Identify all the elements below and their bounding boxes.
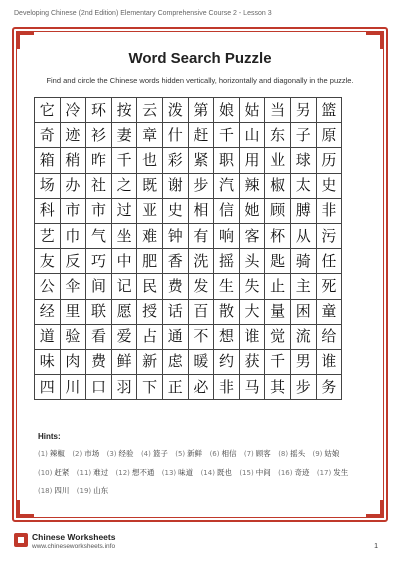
grid-cell[interactable]: 获 [239, 349, 265, 374]
grid-cell[interactable]: 散 [214, 299, 240, 324]
grid-cell[interactable]: 步 [290, 375, 316, 400]
grid-cell[interactable]: 另 [290, 98, 316, 123]
grid-cell[interactable]: 公 [35, 274, 61, 299]
grid-row [35, 375, 342, 400]
grid-cell[interactable]: 冷 [60, 98, 86, 123]
grid-cell[interactable]: 云 [137, 98, 163, 123]
grid-cell[interactable]: 川 [60, 375, 86, 400]
grid-cell[interactable]: 既 [137, 173, 163, 198]
grid-cell[interactable]: 里 [60, 299, 86, 324]
grid-cell[interactable]: 汽 [214, 173, 240, 198]
grid-cell[interactable]: 童 [316, 299, 342, 324]
grid-cell[interactable]: 赶 [188, 123, 214, 148]
grid-cell[interactable]: 钟 [162, 223, 188, 248]
grid-cell[interactable]: 谁 [239, 324, 265, 349]
hint-number: (14) [200, 468, 215, 477]
grid-cell[interactable]: 什 [162, 123, 188, 148]
grid-cell[interactable]: 谢 [162, 173, 188, 198]
grid-cell[interactable]: 顾 [265, 198, 291, 223]
hint-item [77, 468, 108, 477]
hint-number: (10) [38, 468, 53, 477]
hint-number: (12) [115, 468, 130, 477]
footer-url: www.chineseworksheets.info [32, 543, 116, 550]
grid-row [35, 198, 342, 223]
grid-cell[interactable]: 山 [239, 123, 265, 148]
grid-row [35, 324, 342, 349]
grid-cell[interactable]: 中 [111, 249, 137, 274]
hint-number: (4) [140, 450, 151, 458]
grid-cell[interactable]: 史 [316, 173, 342, 198]
instructions-text: Find and circle the Chinese words hidden vertically, horizontally and diagonally in the puzzle. [46, 76, 354, 85]
hint-number: (7) [243, 450, 254, 458]
grid-cell[interactable]: 昨 [86, 148, 112, 173]
grid-cell[interactable]: 爱 [111, 324, 137, 349]
grid-cell[interactable]: 死 [316, 274, 342, 299]
grid-cell[interactable]: 香 [162, 249, 188, 274]
grid-cell[interactable]: 市 [86, 198, 112, 223]
grid-cell[interactable]: 有 [188, 223, 214, 248]
worksheet-source-header: Developing Chinese (2nd Edition) Elementary Comprehensive Course 2 - Lesson 3 [14, 10, 272, 17]
grid-cell[interactable]: 从 [290, 223, 316, 248]
hint-item [278, 449, 305, 458]
grid-cell[interactable]: 妻 [111, 123, 137, 148]
grid-cell[interactable]: 响 [214, 223, 240, 248]
grid-cell[interactable]: 稍 [60, 148, 86, 173]
hint-number: (18) [38, 487, 53, 495]
grid-cell[interactable]: 非 [214, 375, 240, 400]
grid-cell[interactable]: 东 [265, 123, 291, 148]
grid-row [35, 299, 342, 324]
grid-cell[interactable]: 验 [60, 324, 86, 349]
grid-cell[interactable]: 味 [35, 349, 61, 374]
hint-item [72, 449, 99, 458]
grid-cell[interactable]: 不 [188, 324, 214, 349]
grid-cell[interactable]: 鲜 [111, 349, 137, 374]
grid-cell[interactable]: 头 [239, 249, 265, 274]
hint-word: 难过 [93, 467, 109, 477]
hint-item [38, 486, 69, 495]
grid-cell[interactable]: 口 [86, 375, 112, 400]
hint-word: 经验 [118, 449, 134, 458]
hint-word: 发生 [333, 467, 349, 477]
grid-cell[interactable]: 客 [239, 223, 265, 248]
hint-item [239, 468, 270, 477]
grid-cell[interactable]: 止 [265, 274, 291, 299]
grid-cell[interactable]: 授 [137, 299, 163, 324]
hint-word: 顾客 [255, 449, 271, 458]
grid-cell[interactable]: 务 [316, 375, 342, 400]
grid-cell[interactable]: 紧 [188, 148, 214, 173]
grid-row [35, 349, 342, 374]
grid-cell[interactable]: 辣 [239, 173, 265, 198]
grid-cell[interactable]: 流 [290, 324, 316, 349]
grid-cell[interactable]: 业 [265, 148, 291, 173]
hint-item [162, 468, 193, 477]
hint-word: 相信 [221, 449, 237, 458]
corner-ornament [366, 32, 383, 49]
grid-row [35, 98, 342, 123]
grid-row [35, 274, 342, 299]
grid-row [35, 148, 342, 173]
grid-cell[interactable]: 千 [265, 349, 291, 374]
hint-number: (11) [76, 468, 92, 477]
grid-row [35, 249, 342, 274]
hint-item [317, 468, 348, 477]
hint-number: (17) [316, 468, 332, 477]
hint-word: 四川 [54, 486, 70, 495]
grid-cell[interactable]: 匙 [265, 249, 291, 274]
hint-word: 奇迹 [294, 467, 310, 477]
hint-number: (5) [175, 450, 186, 458]
hint-item [141, 449, 168, 458]
grid-cell[interactable]: 史 [162, 198, 188, 223]
hint-item [77, 486, 108, 495]
grid-cell[interactable]: 暖 [188, 349, 214, 374]
grid-cell[interactable]: 也 [137, 148, 163, 173]
grid-cell[interactable]: 相 [188, 198, 214, 223]
grid-cell[interactable]: 膊 [290, 198, 316, 223]
grid-cell[interactable]: 话 [162, 299, 188, 324]
grid-cell[interactable]: 过 [111, 198, 137, 223]
hint-number: (2) [72, 450, 83, 458]
grid-cell[interactable]: 之 [111, 173, 137, 198]
grid-cell[interactable]: 难 [137, 223, 163, 248]
hint-item [38, 468, 69, 477]
grid-cell[interactable]: 百 [188, 299, 214, 324]
grid-cell[interactable]: 大 [239, 299, 265, 324]
grid-cell[interactable]: 箱 [35, 148, 61, 173]
hint-number: (6) [209, 450, 220, 458]
hints-list [38, 445, 378, 501]
grid-cell[interactable]: 觉 [265, 324, 291, 349]
hint-number: (3) [106, 450, 117, 458]
grid-cell[interactable]: 反 [60, 249, 86, 274]
grid-row [35, 123, 342, 148]
grid-cell[interactable]: 它 [35, 98, 61, 123]
grid-cell[interactable]: 量 [265, 299, 291, 324]
grid-row [35, 223, 342, 248]
page-title: Word Search Puzzle [128, 50, 272, 67]
hint-item [244, 449, 271, 458]
hint-number: (13) [161, 468, 177, 477]
page-number: 1 [374, 543, 378, 550]
hint-number: (15) [239, 468, 254, 477]
grid-cell[interactable]: 奇 [35, 123, 61, 148]
grid-cell[interactable]: 正 [162, 375, 188, 400]
grid-cell[interactable]: 经 [35, 299, 61, 324]
grid-cell[interactable]: 记 [111, 274, 137, 299]
grid-cell[interactable]: 她 [239, 198, 265, 223]
grid-cell[interactable]: 愿 [111, 299, 137, 324]
hint-item [38, 449, 65, 458]
grid-cell[interactable]: 娘 [214, 98, 240, 123]
hint-word: 味道 [178, 467, 194, 477]
hint-word: 篮子 [152, 449, 168, 458]
hint-item [107, 449, 134, 458]
grid-cell[interactable]: 办 [60, 173, 86, 198]
hint-number: (9) [312, 450, 323, 458]
grid-cell[interactable]: 原 [316, 123, 342, 148]
grid-cell[interactable]: 通 [162, 324, 188, 349]
grid-cell[interactable]: 市 [60, 198, 86, 223]
grid-cell[interactable]: 马 [239, 375, 265, 400]
grid-cell[interactable]: 洗 [188, 249, 214, 274]
grid-cell[interactable]: 巧 [86, 249, 112, 274]
grid-cell[interactable]: 占 [137, 324, 163, 349]
grid-cell[interactable]: 生 [214, 274, 240, 299]
grid-cell[interactable]: 艺 [35, 223, 61, 248]
grid-cell[interactable]: 当 [265, 98, 291, 123]
hint-word: 姑娘 [324, 449, 340, 458]
grid-cell[interactable]: 联 [86, 299, 112, 324]
hint-number: (1) [38, 450, 48, 458]
grid-cell[interactable]: 其 [265, 375, 291, 400]
grid-cell[interactable]: 杯 [265, 223, 291, 248]
grid-cell[interactable]: 历 [316, 148, 342, 173]
grid-cell[interactable]: 摇 [214, 249, 240, 274]
grid-cell[interactable]: 主 [290, 274, 316, 299]
grid-cell[interactable]: 太 [290, 173, 316, 198]
grid-cell[interactable]: 道 [35, 324, 61, 349]
grid-cell[interactable]: 伞 [60, 274, 86, 299]
grid-cell[interactable]: 球 [290, 148, 316, 173]
grid-cell[interactable]: 非 [316, 198, 342, 223]
grid-cell[interactable]: 迹 [60, 123, 86, 148]
grid-cell[interactable]: 约 [214, 349, 240, 374]
grid-cell[interactable]: 章 [137, 123, 163, 148]
grid-cell[interactable]: 肉 [60, 349, 86, 374]
corner-ornament [17, 500, 34, 517]
grid-cell[interactable]: 骑 [290, 249, 316, 274]
hint-word: 辣椒 [49, 449, 65, 458]
grid-cell[interactable]: 篮 [316, 98, 342, 123]
grid-cell[interactable]: 任 [316, 249, 342, 274]
grid-cell[interactable]: 困 [290, 299, 316, 324]
grid-cell[interactable]: 失 [239, 274, 265, 299]
hint-number: (16) [278, 468, 293, 477]
hint-word: 中间 [255, 467, 271, 477]
hint-item [175, 449, 202, 458]
grid-cell[interactable]: 环 [86, 98, 112, 123]
grid-cell[interactable]: 肥 [137, 249, 163, 274]
grid-cell[interactable]: 谁 [316, 349, 342, 374]
grid-cell[interactable]: 亚 [137, 198, 163, 223]
grid-cell[interactable]: 虑 [162, 349, 188, 374]
grid-cell[interactable]: 费 [86, 349, 112, 374]
hint-number: (19) [76, 487, 92, 495]
chinese-worksheets-logo-icon [14, 533, 28, 547]
corner-ornament [366, 500, 383, 517]
grid-cell[interactable]: 坐 [111, 223, 137, 248]
grid-cell[interactable]: 彩 [162, 148, 188, 173]
hint-word: 新鲜 [187, 449, 203, 458]
hint-item [116, 468, 155, 477]
grid-cell[interactable]: 第 [188, 98, 214, 123]
hint-item [278, 468, 309, 477]
grid-cell[interactable]: 按 [111, 98, 137, 123]
hint-word: 山东 [93, 486, 109, 495]
grid-cell[interactable]: 子 [290, 123, 316, 148]
grid-cell[interactable]: 友 [35, 249, 61, 274]
hint-word: 赶紧 [54, 467, 70, 477]
grid-cell[interactable]: 新 [137, 349, 163, 374]
grid-cell[interactable]: 必 [188, 375, 214, 400]
hint-word: 既也 [216, 467, 232, 477]
hint-word: 想不通 [131, 467, 155, 477]
grid-cell[interactable]: 社 [86, 173, 112, 198]
grid-cell[interactable]: 羽 [111, 375, 137, 400]
grid-cell[interactable]: 用 [239, 148, 265, 173]
grid-cell[interactable]: 给 [316, 324, 342, 349]
grid-row [35, 173, 342, 198]
hint-number: (8) [278, 450, 289, 458]
grid-cell[interactable]: 科 [35, 198, 61, 223]
footer-brand: Chinese Worksheets [32, 532, 116, 542]
grid-cell[interactable]: 下 [137, 375, 163, 400]
grid-cell[interactable]: 巾 [60, 223, 86, 248]
grid-cell[interactable]: 衫 [86, 123, 112, 148]
grid-cell[interactable]: 千 [111, 148, 137, 173]
grid-cell[interactable]: 信 [214, 198, 240, 223]
grid-cell[interactable]: 民 [137, 274, 163, 299]
word-search-grid[interactable] [34, 97, 342, 400]
grid-cell[interactable]: 气 [86, 223, 112, 248]
grid-cell[interactable]: 男 [290, 349, 316, 374]
grid-cell[interactable]: 间 [86, 274, 112, 299]
grid-cell[interactable]: 四 [35, 375, 61, 400]
grid-cell[interactable]: 椒 [265, 173, 291, 198]
grid-cell[interactable]: 场 [35, 173, 61, 198]
hint-word: 市场 [84, 449, 100, 458]
hint-item [313, 449, 340, 458]
grid-cell[interactable]: 想 [214, 324, 240, 349]
hint-word: 摇头 [290, 449, 306, 458]
grid-cell[interactable]: 职 [214, 148, 240, 173]
grid-cell[interactable]: 看 [86, 324, 112, 349]
grid-cell[interactable]: 姑 [239, 98, 265, 123]
grid-cell[interactable]: 污 [316, 223, 342, 248]
grid-cell[interactable]: 泼 [162, 98, 188, 123]
grid-cell[interactable]: 发 [188, 274, 214, 299]
grid-cell[interactable]: 步 [188, 173, 214, 198]
grid-cell[interactable]: 费 [162, 274, 188, 299]
hint-item [210, 449, 237, 458]
corner-ornament [17, 32, 34, 49]
hints-heading: Hints: [38, 432, 61, 441]
grid-cell[interactable]: 千 [214, 123, 240, 148]
hint-item [201, 468, 232, 477]
